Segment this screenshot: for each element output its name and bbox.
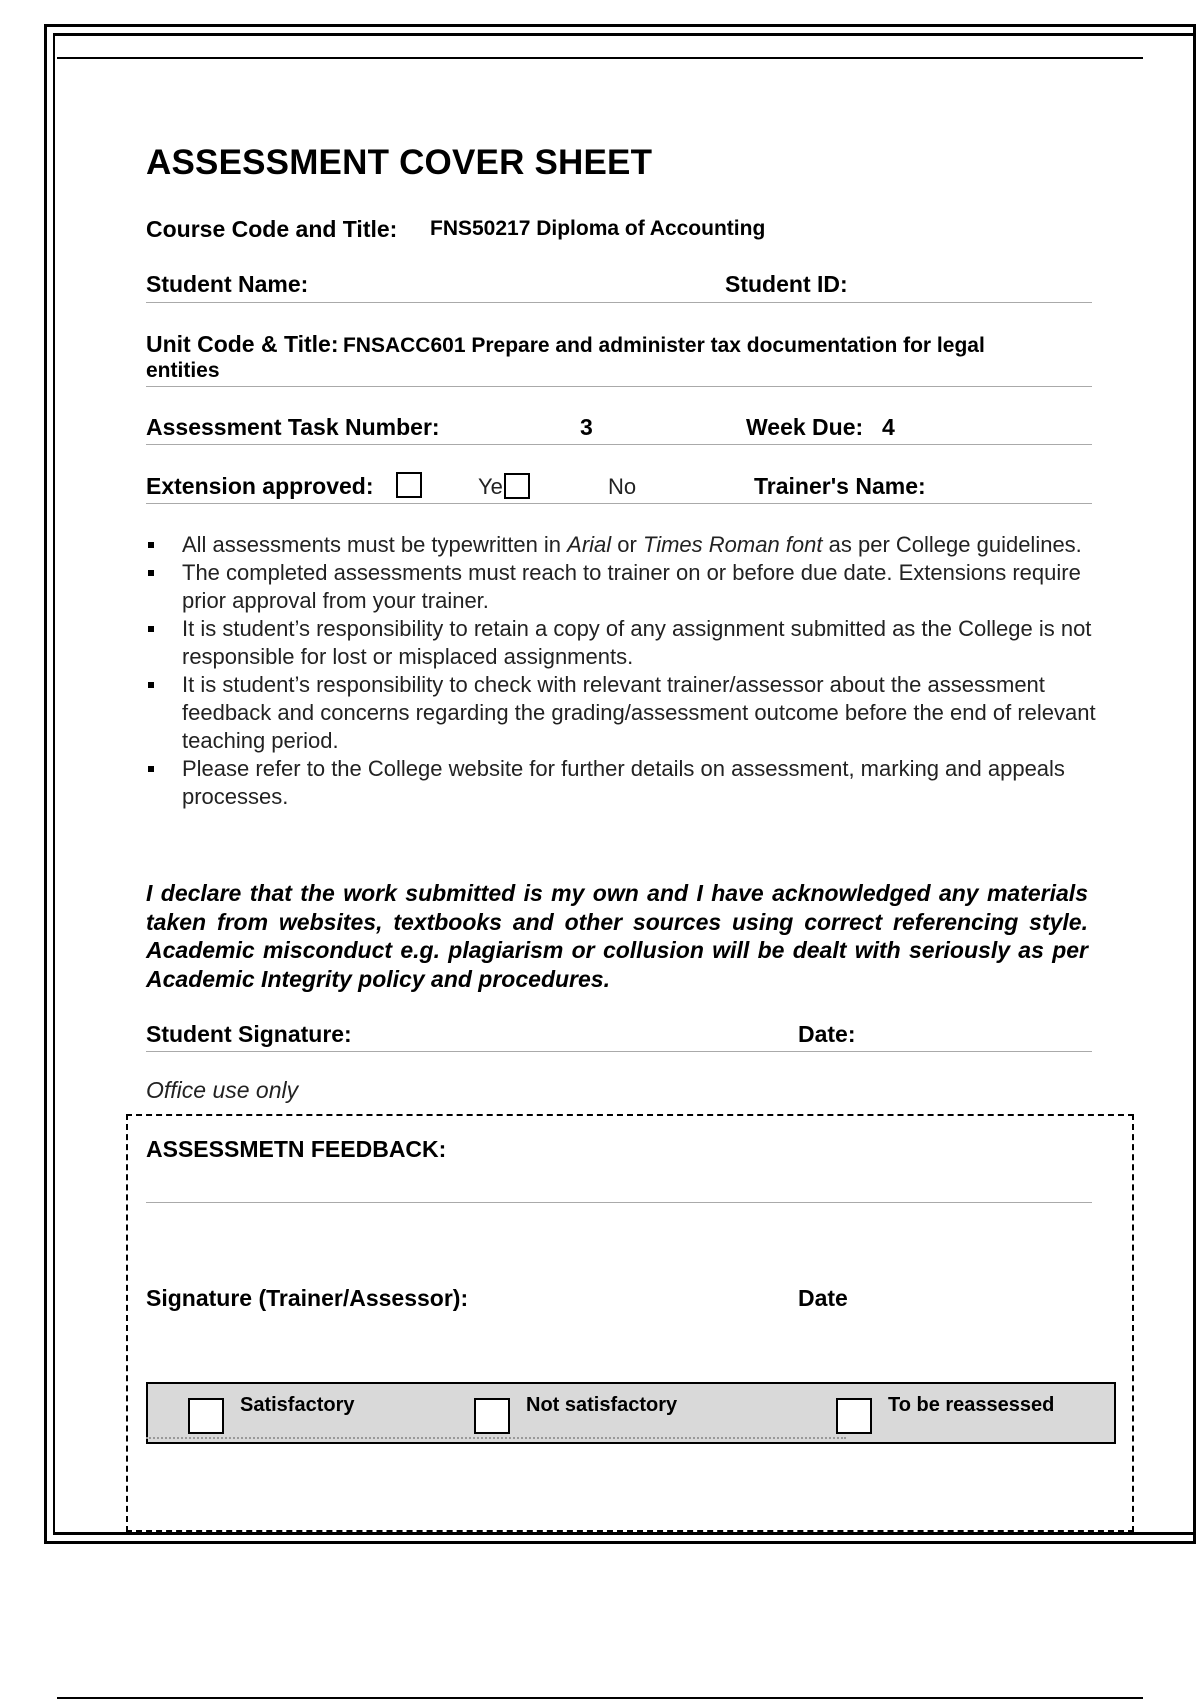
course-label: Course Code and Title:: [146, 216, 398, 242]
signature-date-label: Date:: [798, 1021, 856, 1047]
signature-row: [146, 1017, 1092, 1052]
outcome-bar: [146, 1382, 1116, 1444]
declaration-text: I declare that the work submitted is my own and I have acknowledged any materials taken from websites, textbooks and other sources using correct referencing style. Academic misconduct e.g. plagiarism or collusion will be dealt with seriously as per Academic Integrity policy and procedures.: [146, 880, 1088, 992]
student-signature-label: Student Signature:: [146, 1021, 352, 1047]
trainer-signature-label: Signature (Trainer/Assessor):: [146, 1285, 469, 1311]
satisfactory-label: Satisfactory: [240, 1394, 355, 1416]
task-row: [146, 410, 1092, 445]
student-name-label: Student Name:: [146, 271, 309, 297]
task-value: 3: [580, 414, 593, 440]
not-satisfactory-checkbox[interactable]: [474, 1398, 510, 1434]
course-row: [146, 214, 1092, 244]
week-due-label: Week Due:: [746, 414, 864, 440]
student-id-label: Student ID:: [725, 271, 848, 297]
outcome-reassess: [798, 1384, 1114, 1442]
footer-rule: [57, 1697, 1143, 1699]
faded-footer-line: [146, 1437, 846, 1439]
list-item: The completed assessments must reach to trainer on or before due date. Extensions require prior approval from your trainer.: [146, 559, 1096, 615]
extension-yes-checkbox[interactable]: [396, 472, 422, 498]
trainer-date-label: Date: [798, 1285, 848, 1311]
list-item: [146, 531, 1096, 559]
guideline-font-arial: Arial: [567, 532, 612, 557]
week-due-value: 4: [882, 414, 895, 440]
guidelines-list: [146, 531, 1096, 811]
feedback-heading: ASSESSMETN FEEDBACK:: [146, 1136, 447, 1162]
reassess-checkbox[interactable]: [836, 1398, 872, 1434]
unit-label: Unit Code & Title:: [146, 331, 339, 357]
feedback-row: [146, 1132, 1092, 1203]
list-item: It is student’s responsibility to retain a copy of any assignment submitted as the College is not responsible for lost or misplaced assignments.: [146, 615, 1096, 671]
guideline-font-times: Times Roman font: [642, 532, 823, 557]
trainer-name-label: Trainer's Name:: [754, 473, 926, 499]
outcome-not-satisfactory: [438, 1384, 798, 1442]
extension-no-checkbox[interactable]: [504, 473, 530, 499]
guideline-text: All assessments must be typewritten in: [182, 532, 568, 557]
reassess-label: To be reassessed: [888, 1394, 1055, 1416]
list-item: Please refer to the College website for further details on assessment, marking and appeals processes.: [146, 755, 1096, 811]
extension-label: Extension approved:: [146, 473, 374, 499]
header-rule: [57, 57, 1143, 59]
extension-yes-label: Ye: [478, 474, 503, 499]
guideline-text: or: [611, 532, 643, 557]
extension-no-label: No: [608, 474, 637, 499]
unit-value-cont: entities: [146, 359, 220, 382]
satisfactory-checkbox[interactable]: [188, 1398, 224, 1434]
guideline-text: as per College guidelines.: [822, 532, 1082, 557]
student-row: [146, 266, 1092, 303]
page-title: ASSESSMENT COVER SHEET: [146, 143, 653, 182]
list-item: It is student’s responsibility to check with relevant trainer/assessor about the assessment feedback and concerns regarding the grading/assessment outcome before the end of relevant teaching period.: [146, 671, 1096, 755]
task-label: Assessment Task Number:: [146, 414, 440, 440]
not-satisfactory-label: Not satisfactory: [526, 1394, 678, 1416]
unit-value: FNSACC601 Prepare and administer tax documentation for legal: [342, 334, 985, 357]
trainer-signature-row: [146, 1281, 1092, 1315]
office-use-label: Office use only: [146, 1077, 299, 1103]
course-value: FNS50217 Diploma of Accounting: [430, 217, 766, 240]
outcome-satisfactory: [148, 1384, 438, 1442]
unit-line: [146, 331, 985, 358]
unit-row: [146, 326, 1092, 387]
extension-row: [146, 468, 1092, 504]
